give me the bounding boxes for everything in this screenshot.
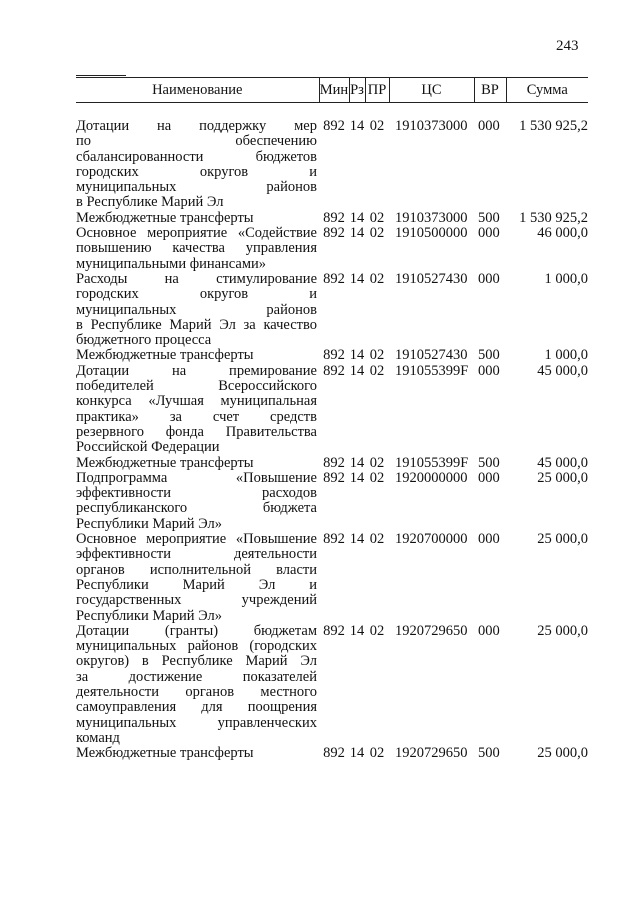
row-name-line: муниципальных районов xyxy=(76,301,317,318)
row-vr: 000 xyxy=(478,622,500,639)
row-pr: 02 xyxy=(369,531,385,548)
row-cs: 1920729650 xyxy=(395,622,468,639)
row-name-line: Основное мероприятие «Повышение xyxy=(76,531,317,548)
table-row xyxy=(76,348,588,363)
row-name-line: конкурса «Лучшая муниципальная xyxy=(76,393,317,410)
row-sum: 25 000,0 xyxy=(537,531,588,548)
row-name-line: муниципальных районов xyxy=(76,179,317,196)
row-name-line: Республики Марий Эл и xyxy=(76,576,317,593)
row-min: 892 xyxy=(323,118,345,134)
row-pr: 02 xyxy=(369,622,385,639)
header-cs: ЦС xyxy=(389,78,474,103)
header-vr: ВР xyxy=(474,78,506,103)
table-header-row xyxy=(76,78,588,103)
row-vr: 500 xyxy=(478,347,500,364)
row-name-line: Дотации на премирование xyxy=(76,362,317,379)
row-cs: 1920700000 xyxy=(395,531,468,548)
row-name-line: муниципальными финансами» xyxy=(76,255,267,272)
row-name-line: республиканского бюджета xyxy=(76,500,317,517)
table-row xyxy=(76,471,588,532)
header-pr: ПР xyxy=(365,78,389,103)
row-min: 892 xyxy=(323,209,345,226)
row-pr: 02 xyxy=(369,745,385,762)
row-name-line: сбалансированности бюджетов xyxy=(76,148,317,165)
row-name-line: повышению качества управления xyxy=(76,240,317,257)
table-row xyxy=(76,211,588,226)
row-cs: 1910527430 xyxy=(395,347,468,364)
row-cs: 1910527430 xyxy=(395,270,468,287)
row-name-line: Республики Марий Эл» xyxy=(76,515,222,532)
row-cs: 1920000000 xyxy=(395,469,468,486)
row-cs: 1920729650 xyxy=(395,745,468,762)
header-spacer xyxy=(76,103,588,120)
row-name-line: Межбюджетные трансферты xyxy=(76,347,254,364)
row-name-line: городских округов и xyxy=(76,286,317,303)
row-cs: 1910373000 xyxy=(395,118,468,134)
header-rz: Рз xyxy=(349,78,365,103)
row-name-line: городских округов и xyxy=(76,163,317,180)
row-name-line: Основное мероприятие «Содействие xyxy=(76,225,317,242)
table-row xyxy=(76,456,588,471)
row-name-line: Межбюджетные трансферты xyxy=(76,209,254,226)
row-cs: 191055399F xyxy=(395,454,469,471)
table-row xyxy=(76,532,588,624)
row-pr: 02 xyxy=(369,118,385,134)
row-sum: 25 000,0 xyxy=(537,622,588,639)
header-name: Наименование xyxy=(76,78,319,103)
header-sum: Сумма xyxy=(506,78,588,103)
row-name-line: самоуправления для поощрения xyxy=(76,699,317,716)
row-pr: 02 xyxy=(369,209,385,226)
row-min: 892 xyxy=(323,362,345,379)
row-min: 892 xyxy=(323,622,345,639)
row-name xyxy=(76,471,319,532)
row-name-line: Межбюджетные трансферты xyxy=(76,745,254,762)
row-min: 892 xyxy=(323,225,345,242)
row-name xyxy=(76,624,319,746)
table-row xyxy=(76,746,588,761)
row-pr: 02 xyxy=(369,270,385,287)
row-name xyxy=(76,211,319,226)
row-min: 892 xyxy=(323,745,345,762)
row-rz: 14 xyxy=(349,469,365,486)
row-name xyxy=(76,348,319,363)
table-row xyxy=(76,119,588,211)
row-sum: 1 530 925,2 xyxy=(519,209,588,226)
row-name-line: практика» за счет средств xyxy=(76,408,317,425)
row-vr: 000 xyxy=(478,469,500,486)
budget-table xyxy=(76,77,588,761)
row-name-line: за достижение показателей xyxy=(76,668,317,685)
row-name xyxy=(76,119,319,211)
row-vr: 500 xyxy=(478,745,500,762)
row-name xyxy=(76,226,319,272)
row-vr: 500 xyxy=(478,209,500,226)
row-name xyxy=(76,532,319,624)
row-min: 892 xyxy=(323,531,345,548)
row-vr: 000 xyxy=(478,531,500,548)
row-name-line: бюджетного процесса xyxy=(76,332,212,349)
row-rz: 14 xyxy=(349,362,365,379)
row-sum: 1 000,0 xyxy=(544,347,588,364)
row-name-line: победителей Всероссийского xyxy=(76,378,317,395)
page-number: 243 xyxy=(556,38,579,54)
row-sum: 25 000,0 xyxy=(537,469,588,486)
table-row xyxy=(76,226,588,272)
row-name-line: округов) в Республике Марий Эл xyxy=(76,653,317,670)
row-vr: 000 xyxy=(478,362,500,379)
row-rz: 14 xyxy=(349,745,365,762)
row-min: 892 xyxy=(323,454,345,471)
row-name-line: Республики Марий Эл» xyxy=(76,607,222,624)
row-pr: 02 xyxy=(369,454,385,471)
row-rz: 14 xyxy=(349,531,365,548)
row-pr: 02 xyxy=(369,225,385,242)
row-sum: 1 530 925,2 xyxy=(519,118,588,134)
row-name-line: органов исполнительной власти xyxy=(76,561,317,578)
row-rz: 14 xyxy=(349,347,365,364)
row-name-line: по обеспечению xyxy=(76,133,317,150)
header-rule-stub xyxy=(76,75,126,76)
row-name-line: муниципальных управленческих xyxy=(76,714,317,731)
row-name-line: Российской Федерации xyxy=(76,439,220,456)
row-name-line: муниципальных районов (городских xyxy=(76,638,317,655)
row-vr: 000 xyxy=(478,270,500,287)
row-cs: 1910373000 xyxy=(395,209,468,226)
row-name-line: Дотации (гранты) бюджетам xyxy=(76,622,317,639)
row-min: 892 xyxy=(323,469,345,486)
row-name-line: Подпрограмма «Повышение xyxy=(76,469,317,486)
row-name-line: резервного фонда Правительства xyxy=(76,423,317,440)
row-name-line: эффективности деятельности xyxy=(76,546,317,563)
row-vr: 000 xyxy=(478,225,500,242)
row-sum: 45 000,0 xyxy=(537,362,588,379)
row-sum: 1 000,0 xyxy=(544,270,588,287)
row-name-line: в Республике Марий Эл за качество xyxy=(76,316,317,333)
row-min: 892 xyxy=(323,347,345,364)
header-min: Мин xyxy=(319,78,349,103)
row-name xyxy=(76,746,319,761)
row-name xyxy=(76,456,319,471)
row-rz: 14 xyxy=(349,209,365,226)
row-name-line: Расходы на стимулирование xyxy=(76,270,317,287)
row-cs: 1910500000 xyxy=(395,225,468,242)
row-name-line: в Республике Марий Эл xyxy=(76,194,224,211)
row-pr: 02 xyxy=(369,347,385,364)
row-name-line: команд xyxy=(76,729,120,746)
row-min: 892 xyxy=(323,270,345,287)
row-vr: 500 xyxy=(478,454,500,471)
row-vr: 000 xyxy=(478,118,500,134)
row-name-line: государственных учреждений xyxy=(76,592,317,609)
row-pr: 02 xyxy=(369,469,385,486)
row-name-line: Межбюджетные трансферты xyxy=(76,454,254,471)
table-row xyxy=(76,272,588,348)
row-name-line: Дотации на поддержку мер xyxy=(76,118,317,134)
row-sum: 45 000,0 xyxy=(537,454,588,471)
row-rz: 14 xyxy=(349,270,365,287)
table-row xyxy=(76,364,588,456)
table-row xyxy=(76,624,588,746)
row-name xyxy=(76,364,319,456)
row-rz: 14 xyxy=(349,454,365,471)
row-rz: 14 xyxy=(349,118,365,134)
row-sum: 46 000,0 xyxy=(537,225,588,242)
row-rz: 14 xyxy=(349,622,365,639)
row-name xyxy=(76,272,319,348)
row-rz: 14 xyxy=(349,225,365,242)
row-name-line: деятельности органов местного xyxy=(76,683,317,700)
row-pr: 02 xyxy=(369,362,385,379)
row-cs: 191055399F xyxy=(395,362,469,379)
row-name-line: эффективности расходов xyxy=(76,485,317,502)
row-sum: 25 000,0 xyxy=(537,745,588,762)
